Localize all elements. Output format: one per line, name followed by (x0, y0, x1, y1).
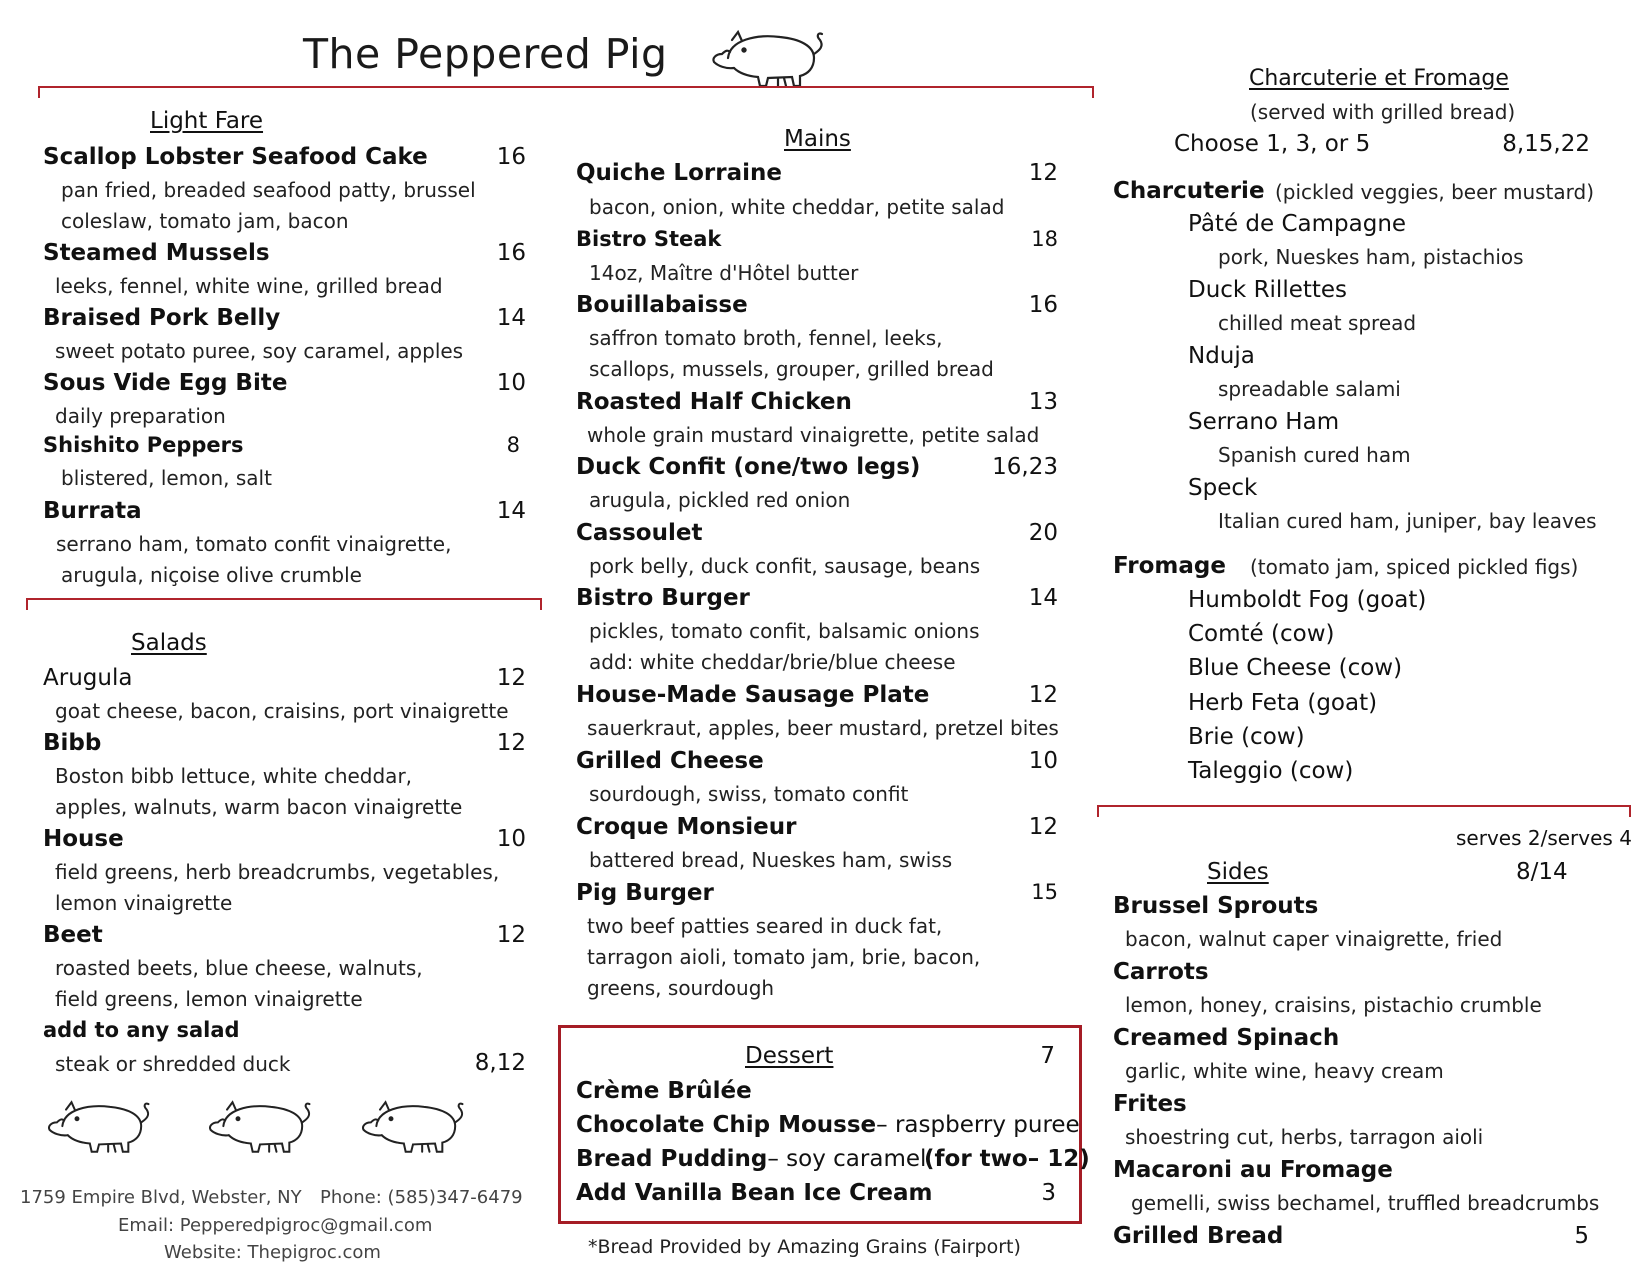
menu-item-price: 16,23 (992, 454, 1058, 480)
charcuterie-item-desc: chilled meat spread (1218, 311, 1417, 335)
side-item-desc: lemon, honey, craisins, pistachio crumble (1125, 993, 1542, 1017)
salad-addon-price: 8,12 (474, 1050, 526, 1076)
menu-item-desc: leeks, fennel, white wine, grilled bread (55, 274, 443, 298)
choose-count: Choose 1, 3, or 5 (1174, 131, 1371, 157)
salad-addon-desc: steak or shredded duck (55, 1052, 291, 1076)
menu-item-price: 14 (496, 498, 526, 524)
menu-item-name: Arugula (43, 665, 133, 691)
charcuterie-item-desc: Spanish cured ham (1218, 443, 1411, 467)
fromage-item: Taleggio (cow) (1188, 758, 1354, 784)
pig-icon (205, 1098, 315, 1156)
charcuterie-item-name: Serrano Ham (1188, 409, 1340, 435)
dessert-item-3 (576, 1146, 926, 1172)
menu-item-name: House-Made Sausage Plate (576, 682, 930, 708)
menu-item-desc: greens, sourdough (587, 976, 775, 1000)
menu-item-desc: 14oz, Maître d'Hôtel butter (589, 261, 859, 285)
menu-item-name: Scallop Lobster Seafood Cake (43, 144, 428, 170)
fromage-item: Comté (cow) (1188, 621, 1335, 647)
menu-item-price: 20 (1028, 520, 1058, 546)
menu-item-name: Bistro Burger (576, 585, 750, 611)
menu-item-name: Sous Vide Egg Bite (43, 370, 288, 396)
pig-icon (358, 1098, 468, 1156)
menu-item-price: 12 (1028, 814, 1058, 840)
side-item-name: Frites (1113, 1091, 1187, 1117)
serves-note: serves 2/serves 4 (1456, 826, 1632, 850)
side-item-name: Carrots (1113, 959, 1209, 985)
menu-item-desc: lemon vinaigrette (55, 891, 233, 915)
menu-item-price: 10 (496, 370, 526, 396)
menu-item-desc: coleslaw, tomato jam, bacon (61, 209, 349, 233)
menu-item-price: 16 (1028, 292, 1058, 318)
grilled-bread: Grilled Bread (1113, 1223, 1284, 1249)
menu-item-name: Croque Monsieur (576, 814, 797, 840)
phone: Phone: (585)347-6479 (320, 1187, 523, 1208)
menu-item-desc: pan fried, breaded seafood patty, brussel (61, 178, 476, 202)
menu-item-desc: field greens, lemon vinaigrette (55, 987, 363, 1011)
menu-item-name: Cassoulet (576, 520, 703, 546)
address: 1759 Empire Blvd, Webster, NY (20, 1187, 302, 1208)
side-item-name: Brussel Sprouts (1113, 893, 1319, 919)
light-fare-heading: Light Fare (150, 108, 264, 134)
grilled-bread-price: 5 (1574, 1223, 1589, 1249)
right-divider-end-left (1097, 805, 1099, 817)
menu-item-desc: sweet potato puree, soy caramel, apples (55, 339, 464, 363)
menu-item-name: Pig Burger (576, 880, 714, 906)
menu-item-name: Steamed Mussels (43, 240, 270, 266)
menu-item-name: Braised Pork Belly (43, 305, 281, 331)
fromage-item: Herb Feta (goat) (1188, 690, 1378, 716)
menu-item-desc: arugula, pickled red onion (589, 488, 851, 512)
left-divider-end-left (26, 598, 28, 610)
menu-item-desc: sourdough, swiss, tomato confit (589, 782, 909, 806)
email: Email: Pepperedpigroc@gmail.com (118, 1215, 433, 1236)
charcuterie-label: Charcuterie (1113, 178, 1265, 204)
menu-item-desc: apples, walnuts, warm bacon vinaigrette (55, 795, 463, 819)
menu-item-desc: roasted beets, blue cheese, walnuts, (55, 956, 423, 980)
menu-item-name: House (43, 826, 124, 852)
menu-item-desc: two beef patties seared in duck fat, (587, 914, 943, 938)
fromage-item: Brie (cow) (1188, 724, 1305, 750)
menu-item-price: 14 (1028, 585, 1058, 611)
menu-item-desc: whole grain mustard vinaigrette, petite salad (587, 423, 1040, 447)
menu-item-price: 18 (1031, 227, 1058, 251)
charcuterie-item-name: Nduja (1188, 343, 1255, 369)
fromage-note: (tomato jam, spiced pickled figs) (1250, 555, 1579, 579)
menu-title: The Peppered Pig (303, 30, 668, 78)
menu-item-price: 12 (496, 922, 526, 948)
menu-item-name: Beet (43, 922, 103, 948)
menu-item-price: 10 (496, 826, 526, 852)
charcuterie-item-desc: spreadable salami (1218, 377, 1401, 401)
menu-item-desc: scallops, mussels, grouper, grilled bread (589, 357, 994, 381)
dessert-item-2 (576, 1112, 1080, 1138)
right-divider-end-right (1629, 805, 1631, 817)
dessert-item-note: (for two– 12) (924, 1146, 1090, 1172)
menu-item-price: 15 (1031, 880, 1058, 904)
pig-icon (708, 28, 828, 90)
left-divider-end-right (540, 598, 542, 610)
menu-item-desc: add: white cheddar/brie/blue cheese (589, 650, 956, 674)
menu-item-desc: arugula, niçoise olive crumble (61, 563, 362, 587)
salads-heading: Salads (131, 630, 207, 656)
sides-price: 8/14 (1516, 859, 1568, 885)
left-divider (26, 598, 542, 600)
menu-item-desc: serrano ham, tomato confit vinaigrette, (56, 532, 452, 556)
menu-item-desc: bacon, onion, white cheddar, petite salad (589, 195, 1005, 219)
right-divider (1097, 805, 1631, 807)
menu-item-name: Quiche Lorraine (576, 160, 782, 186)
menu-item-price: 16 (496, 240, 526, 266)
bread-note: *Bread Provided by Amazing Grains (Fairport) (588, 1236, 1021, 1258)
dessert-item-name: Bread Pudding (576, 1146, 768, 1172)
menu-item-price: 13 (1028, 389, 1058, 415)
top-divider-end-left (38, 86, 40, 98)
side-item-desc: garlic, white wine, heavy cream (1125, 1059, 1444, 1083)
menu-item-desc: tarragon aioli, tomato jam, brie, bacon, (587, 945, 981, 969)
pig-icon (44, 1098, 154, 1156)
charcuterie-fromage-heading: Charcuterie et Fromage (1249, 66, 1509, 91)
menu-item-name: Burrata (43, 498, 142, 524)
dessert-item-1: Crème Brûlée (576, 1078, 752, 1104)
charcuterie-item-name: Pâté de Campagne (1188, 211, 1407, 237)
dessert-item-desc: – raspberry puree (876, 1112, 1080, 1138)
menu-item-price: 8 (506, 433, 520, 457)
menu-item-desc: sauerkraut, apples, beer mustard, pretzel bites (587, 716, 1059, 740)
menu-item-name: Grilled Cheese (576, 748, 764, 774)
charcuterie-note: (pickled veggies, beer mustard) (1275, 180, 1595, 204)
top-divider-end-right (1092, 86, 1094, 98)
side-item-name: Creamed Spinach (1113, 1025, 1340, 1051)
menu-item-desc: goat cheese, bacon, craisins, port vinaigrette (55, 699, 509, 723)
fromage-label: Fromage (1113, 553, 1226, 579)
menu-item-desc: pickles, tomato confit, balsamic onions (589, 619, 980, 643)
fromage-item: Blue Cheese (cow) (1188, 655, 1403, 681)
charcuterie-item-name: Duck Rillettes (1188, 277, 1348, 303)
sides-heading: Sides (1207, 859, 1269, 885)
fromage-item: Humboldt Fog (goat) (1188, 587, 1427, 613)
menu-item-price: 12 (1028, 682, 1058, 708)
top-divider (38, 86, 1094, 88)
menu-item-desc: pork belly, duck confit, sausage, beans (589, 554, 981, 578)
menu-item-desc: blistered, lemon, salt (61, 466, 272, 490)
menu-item-desc: saffron tomato broth, fennel, leeks, (589, 326, 943, 350)
menu-item-price: 16 (496, 144, 526, 170)
charcuterie-item-desc: pork, Nueskes ham, pistachios (1218, 245, 1524, 269)
charcuterie-item-desc: Italian cured ham, juniper, bay leaves (1218, 509, 1597, 533)
menu-item-name: Bouillabaisse (576, 292, 748, 318)
menu-item-name: Roasted Half Chicken (576, 389, 852, 415)
menu-item-name: Bibb (43, 730, 102, 756)
charcuterie-item-name: Speck (1188, 475, 1258, 501)
menu-item-desc: battered bread, Nueskes ham, swiss (589, 848, 953, 872)
dessert-heading: Dessert (745, 1043, 834, 1069)
side-item-desc: gemelli, swiss bechamel, truffled breadcrumbs (1131, 1191, 1600, 1215)
menu-item-price: 12 (496, 665, 526, 691)
salad-addon-title: add to any salad (43, 1018, 240, 1042)
mains-heading: Mains (784, 126, 851, 152)
menu-item-price: 12 (1028, 160, 1058, 186)
side-item-desc: bacon, walnut caper vinaigrette, fried (1125, 927, 1503, 951)
menu-item-price: 14 (496, 305, 526, 331)
charcuterie-subtitle: (served with grilled bread) (1250, 100, 1516, 124)
menu-item-desc: Boston bibb lettuce, white cheddar, (55, 764, 413, 788)
dessert-item-4: Add Vanilla Bean Ice Cream (576, 1180, 933, 1206)
menu-item-name: Duck Confit (one/two legs) (576, 454, 921, 480)
website: Website: Thepigroc.com (164, 1242, 381, 1263)
menu-item-price: 12 (496, 730, 526, 756)
side-item-desc: shoestring cut, herbs, tarragon aioli (1125, 1125, 1484, 1149)
dessert-item-name: Chocolate Chip Mousse (576, 1112, 877, 1138)
side-item-name: Macaroni au Fromage (1113, 1157, 1393, 1183)
choose-price: 8,15,22 (1502, 131, 1590, 157)
menu-item-price: 10 (1028, 748, 1058, 774)
menu-item-name: Bistro Steak (576, 227, 722, 251)
dessert-item-desc: – soy caramel (767, 1146, 927, 1172)
menu-item-desc: daily preparation (55, 404, 226, 428)
dessert-price: 7 (1040, 1043, 1055, 1069)
menu-item-desc: field greens, herb breadcrumbs, vegetables, (55, 860, 500, 884)
menu-item-name: Shishito Peppers (43, 433, 244, 457)
dessert-item-4-price: 3 (1041, 1180, 1056, 1206)
